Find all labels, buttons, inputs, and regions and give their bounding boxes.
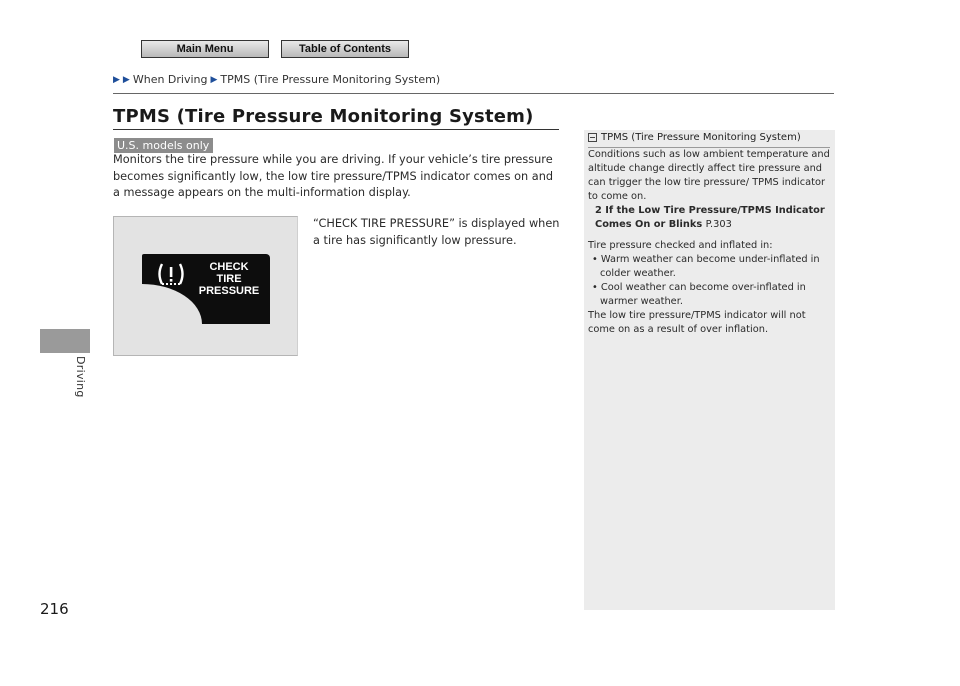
breadcrumb-item-tpms: TPMS (Tire Pressure Monitoring System)	[220, 73, 441, 86]
region-badge: U.S. models only	[114, 138, 213, 153]
display-line-pressure: PRESSURE	[198, 285, 260, 297]
main-menu-button[interactable]: Main Menu	[141, 40, 269, 58]
breadcrumb-item-when-driving[interactable]: When Driving	[132, 73, 208, 86]
page-number: 216	[40, 600, 69, 618]
sidebar-header	[588, 132, 830, 148]
header-divider	[113, 93, 834, 94]
breadcrumb-arrow-icon: ▶	[122, 74, 130, 85]
display-line-check: CHECK	[209, 261, 249, 273]
section-tab-label: Driving	[74, 356, 87, 398]
display-figure	[113, 216, 298, 356]
sidebar-paragraph-conditions: Conditions such as low ambient temperature and altitude change directly affect tire pressure and can trigger the low tire pressure/ TPMS indicator to come on.	[588, 149, 830, 202]
sidebar-cross-reference[interactable]	[588, 204, 832, 232]
note-icon	[588, 133, 597, 142]
section-tab-marker	[40, 329, 90, 353]
breadcrumb-arrow-icon: ▶	[113, 74, 120, 85]
reference-page[interactable]: P.303	[705, 218, 732, 230]
display-line-tire: TIRE	[216, 273, 242, 285]
sidebar-title: TPMS (Tire Pressure Monitoring System)	[601, 132, 801, 143]
figure-caption: “CHECK TIRE PRESSURE” is displayed when a tire has significantly low pressure.	[313, 217, 560, 247]
breadcrumb	[113, 73, 440, 86]
sidebar-bullet-warm: • Warm weather can become under-inflated in colder weather.	[592, 254, 820, 280]
sidebar-paragraph-overinflation: The low tire pressure/TPMS indicator will not come on as a result of over inflation.	[588, 309, 806, 335]
table-of-contents-button[interactable]: Table of Contents	[281, 40, 409, 58]
notes-sidebar	[584, 130, 835, 610]
tpms-warning-icon	[154, 262, 188, 290]
breadcrumb-arrow-icon: ▶	[210, 74, 218, 85]
reference-link-text[interactable]: If the Low Tire Pressure/TPMS Indicator Comes On or Blinks	[595, 204, 825, 230]
reference-arrow-icon: 2	[595, 204, 602, 216]
page-title: TPMS (Tire Pressure Monitoring System)	[113, 106, 534, 127]
display-message	[192, 261, 266, 297]
sidebar-paragraph-checked: Tire pressure checked and inflated in:	[588, 240, 773, 252]
title-divider	[113, 129, 559, 130]
sidebar-bullet-cool: • Cool weather can become over-inflated in warmer weather.	[592, 282, 806, 308]
sidebar-body	[588, 148, 832, 337]
bullet-text: Warm weather can become under-inflated in colder weather.	[600, 254, 820, 280]
intro-paragraph: Monitors the tire pressure while you are driving. If your vehicle’s tire pressure becomes significantly low, the low tire pressure/TPMS indicator comes on and a message appears on the multi-information display.	[113, 153, 554, 200]
multi-information-display	[142, 254, 270, 324]
bullet-text: Cool weather can become over-inflated in warmer weather.	[600, 282, 806, 308]
